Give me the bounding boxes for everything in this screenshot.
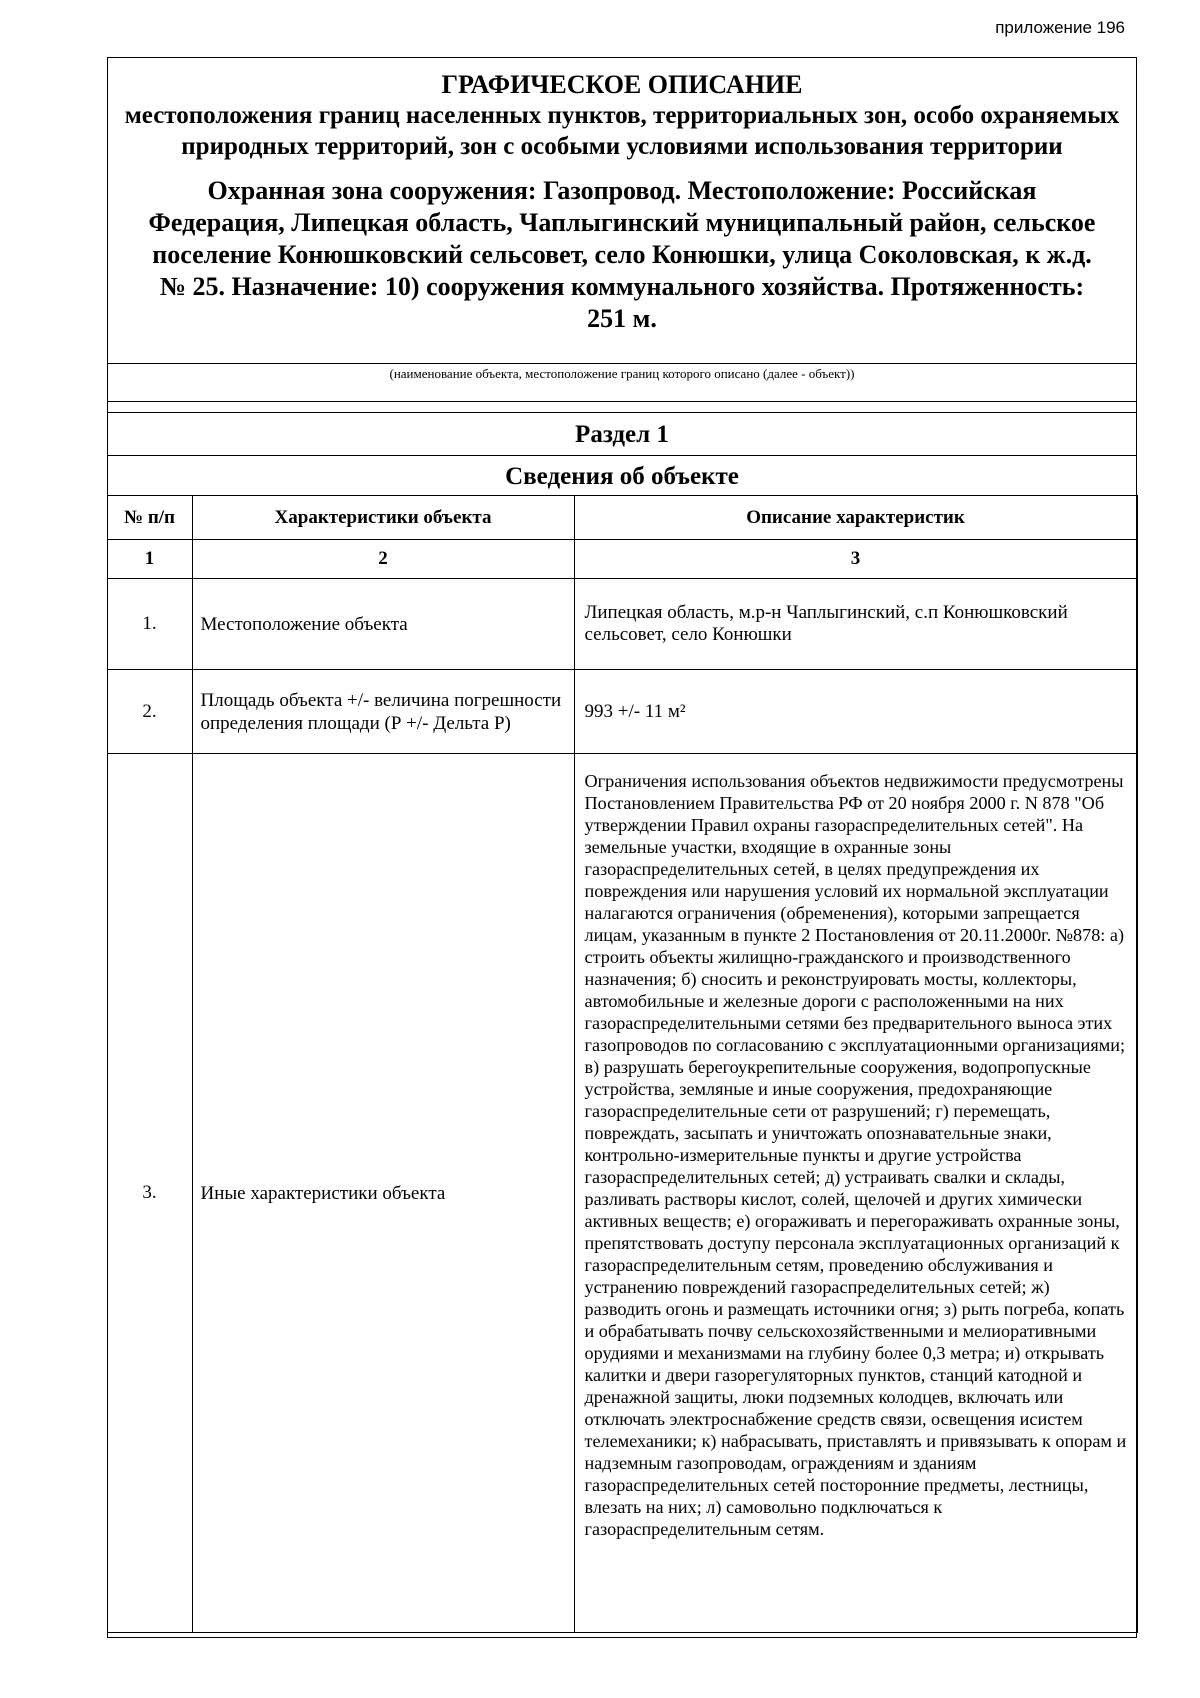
section-title: Раздел 1 xyxy=(575,421,669,448)
row-number: 2. xyxy=(107,670,192,754)
column-number-1: 1 xyxy=(107,540,192,579)
appendix-label: приложение 196 xyxy=(995,18,1125,37)
column-number-3: 3 xyxy=(574,540,1137,579)
column-number-2: 2 xyxy=(192,540,574,579)
divider-top xyxy=(108,363,1136,364)
object-name: Охранная зона сооружения: Газопровод. Местоположение: Российская Федерация, Липецкая область, Чаплыгинский муниципальный район, сельское поселение Конюшковский сельсовет, село Конюшки, улица Соколовская, к ж.д. № 25. Назначение: 10) сооружения коммунального хозяйства. Протяженность: 251 м. xyxy=(148,176,1096,333)
document-subtitle: местоположения границ населенных пунктов, территориальных зон, особо охраняемых природных территорий, зон с особыми условиями использования территории xyxy=(124,102,1120,160)
table-row xyxy=(107,754,1137,1633)
table-header-row xyxy=(107,496,1137,540)
row-number: 3. xyxy=(107,754,192,1633)
object-info-table xyxy=(107,495,1138,1633)
table-row xyxy=(107,579,1137,670)
row-description: 993 +/- 11 м² xyxy=(574,670,1137,754)
divider-section-mid xyxy=(108,455,1136,456)
bottom-rule xyxy=(107,1632,1137,1633)
object-caption: (наименование объекта, местоположение границ которого описано (далее - объект)) xyxy=(389,366,855,381)
header-number: № п/п xyxy=(107,496,192,540)
table-row xyxy=(107,670,1137,754)
row-description: Ограничения использования объектов недвижимости предусмотрены Постановлением Правительства РФ от 20 ноября 2000 г. N 878 "Об утверждении Правил охраны газораспределительных сетей". На земельные участки, входящие в охранные зоны газораспределительных сетей, в целях предупреждения их повреждения или нарушения условий их нормальной эксплуатации налагаются ограничения (обременения), которыми запрещается лицам, указанным в пункте 2 Постановления от 20.11.2000г. №878: а) строить объекты жилищно-гражданского и производственного назначения; б) сносить и реконструировать мосты, коллекторы, автомобильные и железные дороги с расположенными на них газораспределительными сетями без предварительного выноса этих газопроводов по согласованию с эксплуатационными организациями; в) разрушать берегоукрепительные сооружения, водопропускные устройства, земляные и иные сооружения, предохраняющие газораспределительные сети от разрушений; г) перемещать, повреждать, засыпать и уничтожать опознавательные знаки, контрольно-измерительные пункты и другие устройства газораспределительных сетей; д) устраивать свалки и склады, разливать растворы кислот, солей, щелочей и других химически активных веществ; е) огораживать и перегораживать охранные зоны, препятствовать доступу персонала эксплуатационных организаций к газораспределительным сетям, проведению обслуживания и устранению повреждений газораспределительных сетей; ж) разводить огонь и размещать источники огня; з) рыть погреба, копать и обрабатывать почву сельскохозяйственными и мелиоративными орудиями и механизмами на глубину более 0,3 метра; и) открывать калитки и двери газорегуляторных пунктов, станций катодной и дренажной защиты, люки подземных колодцев, включать или отключать электроснабжение средств связи, освещения исистем телемеханики; к) набрасывать, приставлять и привязывать к опорам и надземным газопроводам, ограждениям и зданиям газораспределительных сетей посторонние предметы, лестницы, влезать на них; л) самовольно подключаться к газораспределительным сетям. xyxy=(574,754,1137,1633)
header-characteristic: Характеристики объекта xyxy=(192,496,574,540)
row-characteristic: Местоположение объекта xyxy=(192,579,574,670)
row-characteristic: Иные характеристики объекта xyxy=(192,754,574,1633)
row-number: 1. xyxy=(107,579,192,670)
document-title: ГРАФИЧЕСКОЕ ОПИСАНИЕ xyxy=(441,70,803,99)
column-number-row xyxy=(107,540,1137,579)
document-frame xyxy=(107,57,1137,1638)
divider-caption xyxy=(108,401,1136,402)
divider-section-top xyxy=(108,412,1136,413)
document-header xyxy=(108,58,1136,335)
row-characteristic: Площадь объекта +/- величина погрешности определения площади (Р +/- Дельта Р) xyxy=(192,670,574,754)
row-description: Липецкая область, м.р-н Чаплыгинский, с.п Конюшковский сельсовет, село Конюшки xyxy=(574,579,1137,670)
header-description: Описание характеристик xyxy=(574,496,1137,540)
section-subtitle: Сведения об объекте xyxy=(505,463,739,490)
